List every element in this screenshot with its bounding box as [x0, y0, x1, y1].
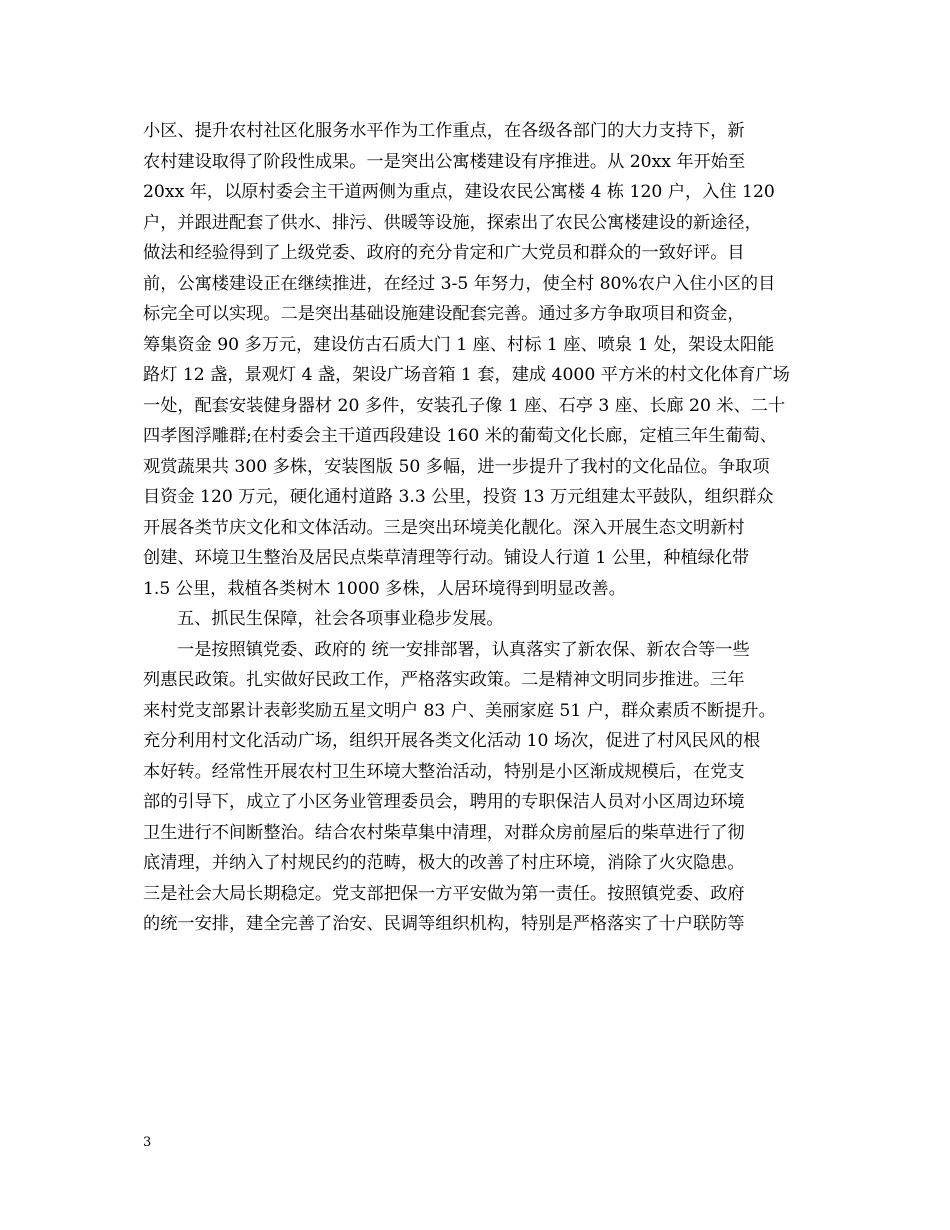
text-line: 一是按照镇党委、政府的 统一安排部署，认真落实了新农保、新农合等一些 [177, 639, 750, 660]
text-line: 的统一安排，建全完善了治安、民调等组织机构，特别是严格落实了十户联防等 [143, 914, 745, 934]
text-line: 部的引导下，成立了小区务业管理委员会，聘用的专职保洁人员对小区周边环境 [143, 792, 745, 812]
text-line: 小区、提升农村社区化服务水平作为工作重点，在各级各部门的大力支持下，新 [143, 121, 745, 141]
text-line: 一处，配套安装健身器材 20 多件，安装孔子像 1 座、石亭 3 座、长廊 20 米、二十 [143, 395, 786, 416]
text-line: 开展各类节庆文化和文体活动。三是突出环境美化靓化。深入开展生态文明新村 [143, 517, 745, 538]
text-line: 做法和经验得到了上级党委、政府的充分肯定和广大党员和群众的一致好评。目 [143, 243, 745, 263]
text-line: 1.5 公里，栽植各类树木 1000 多株，人居环境得到明显改善。 [143, 578, 626, 599]
page-number: 3 [143, 1135, 152, 1150]
text-line: 标完全可以实现。二是突出基础设施建设配套完善。通过多方争取项目和资金， [143, 304, 745, 324]
text-line: 充分利用村文化活动广场，组织开展各类文化活动 10 场次，促进了村风民风的根 [143, 731, 761, 751]
text-line: 创建、环境卫生整治及居民点柴草清理等行动。铺设人行道 1 公里，种植绿化带 [143, 548, 750, 568]
text-line: 本好转。经常性开展农村卫生环境大整治活动，特别是小区渐成规模后，在党支 [143, 761, 745, 782]
text-line: 筹集资金 90 多万元，建设仿古石质大门 1 座、村标 1 座、喷泉 1 处，架设太阳能 [143, 334, 775, 355]
text-line: 20xx 年，以原村委会主干道两侧为重点，建设农民公寓楼 4 栋 120 户，入住 120 [143, 182, 775, 202]
text-line: 观赏蔬果共 300 多株，安装图版 50 多幅，进一步提升了我村的文化品位。争取项 [143, 456, 770, 477]
text-line: 路灯 12 盏，景观灯 4 盏，架设广场音箱 1 套，建成 4000 平方米的村文化体育广场 [143, 365, 790, 385]
text-line: 卫生进行不间断整治。结合农村柴草集中清理，对群众房前屋后的柴草进行了彻 [143, 822, 745, 843]
text-line: 五、抓民生保障，社会各项事业稳步发展。 [177, 609, 504, 629]
document-body [143, 116, 823, 940]
text-line: 户，并跟进配套了供水、排污、供暖等设施，探索出了农民公寓楼建设的新途径， [143, 212, 762, 233]
text-line: 底清理，并纳入了村规民约的范畴，极大的改善了村庄环境，消除了火灾隐患。 [143, 853, 745, 873]
text-line: 农村建设取得了阶段性成果。一是突出公寓楼建设有序推进。从 20xx 年开始至 [143, 151, 746, 172]
text-line: 目资金 120 万元，硬化通村道路 3.3 公里，投资 13 万元组建太平鼓队，组织群众 [143, 487, 774, 507]
text-line: 前，公寓楼建设正在继续推进，在经过 3-5 年努力，使全村 80%农户入住小区的目 [143, 273, 776, 294]
text-line: 四孝图浮雕群;在村委会主干道西段建设 160 米的葡萄文化长廊，定植三年生葡萄、 [143, 426, 777, 446]
text-line: 列惠民政策。扎实做好民政工作，严格落实政策。二是精神文明同步推进。三年 [143, 670, 745, 690]
text-line: 三是社会大局长期稳定。党支部把保一方平安做为第一责任。按照镇党委、政府 [143, 883, 745, 904]
text-line: 来村党支部累计表彰奖励五星文明户 83 户、美丽家庭 51 户，群众素质不断提升。 [143, 700, 776, 721]
